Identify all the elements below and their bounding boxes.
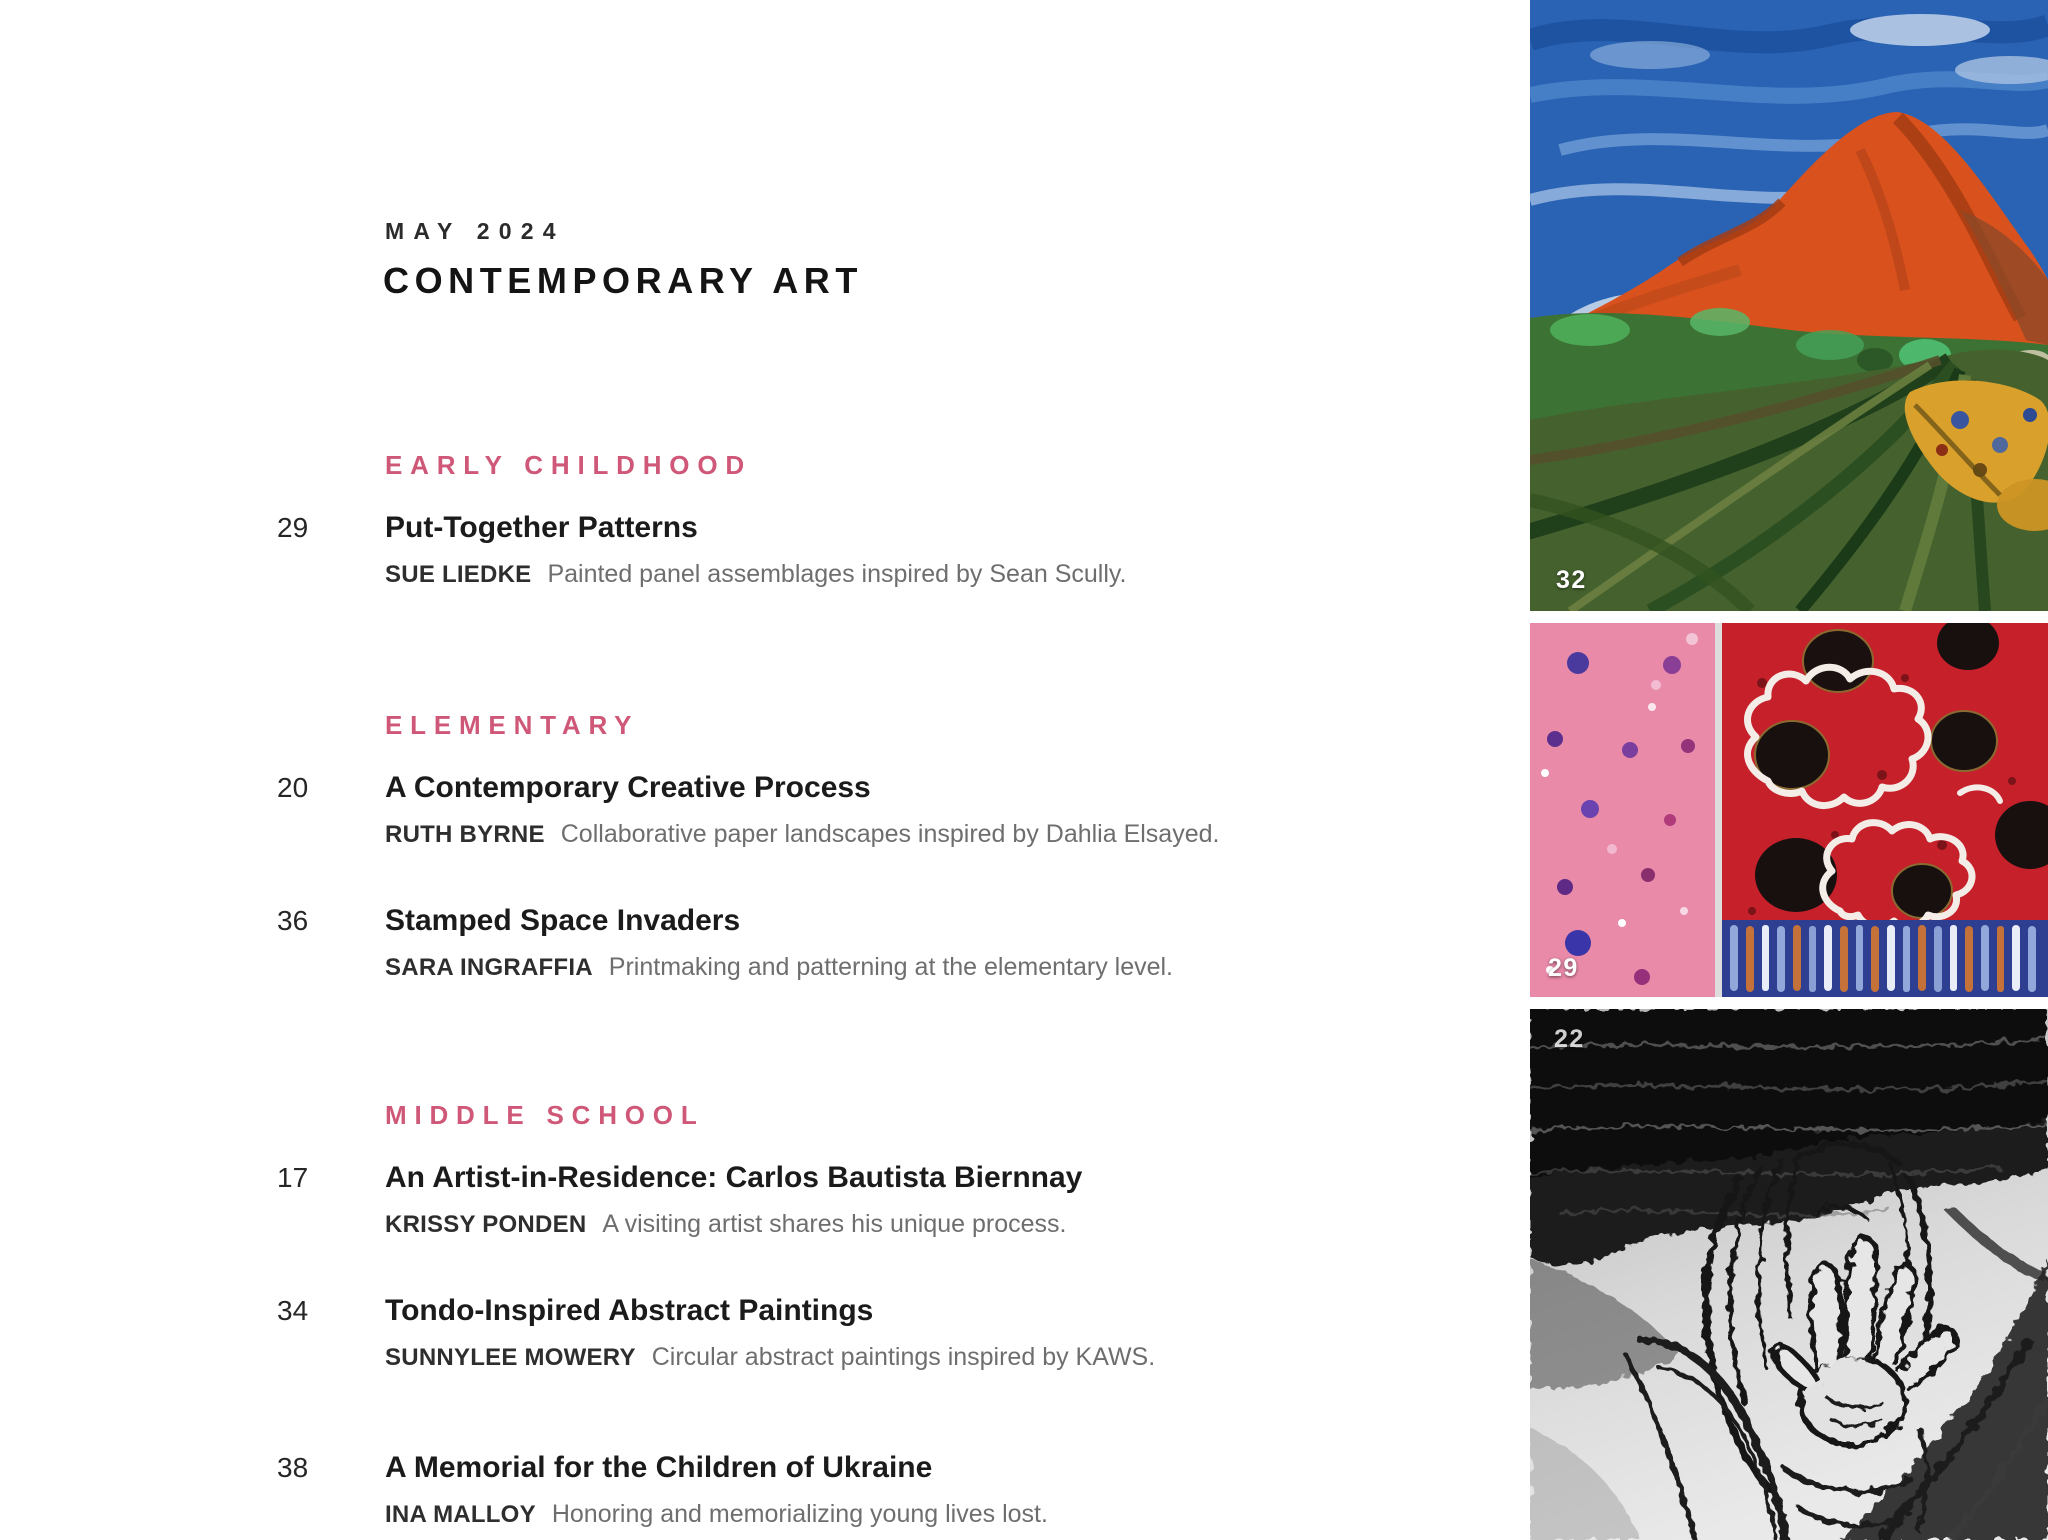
article-byline xyxy=(385,1209,1527,1240)
article-page-number: 34 xyxy=(277,1295,309,1326)
artwork-thumbnail-landscape-painting[interactable] xyxy=(1530,0,2048,611)
article-entry[interactable] xyxy=(277,510,1527,590)
issue-date: MAY 2024 xyxy=(385,218,565,244)
thumbnail-page-number: 22 xyxy=(1554,1025,1585,1053)
article-author: INA MALLOY xyxy=(385,1501,536,1528)
article-entry[interactable] xyxy=(277,903,1527,983)
article-title: Stamped Space Invaders xyxy=(385,904,741,937)
article-description: Painted panel assemblages inspired by Sean Scully. xyxy=(547,560,1127,588)
article-author: SUNNYLEE MOWERY xyxy=(385,1344,636,1371)
landscape-painting-image xyxy=(1530,0,2048,611)
thumbnail-page-number: 32 xyxy=(1556,566,1587,594)
article-description: Printmaking and patterning at the elementary level. xyxy=(608,953,1174,981)
article-byline xyxy=(385,1499,1527,1530)
section-heading-elementary: ELEMENTARY xyxy=(385,710,640,740)
charcoal-drawing-image xyxy=(1530,1009,2048,1540)
article-byline xyxy=(385,819,1527,850)
article-description: Collaborative paper landscapes inspired by Dahlia Elsayed. xyxy=(560,820,1220,848)
article-author: SARA INGRAFFIA xyxy=(385,954,593,981)
abstract-collage-image xyxy=(1530,623,2048,997)
article-page-number: 29 xyxy=(277,512,309,543)
article-description: A visiting artist shares his unique process. xyxy=(602,1210,1067,1238)
article-title: An Artist-in-Residence: Carlos Bautista Biernnay xyxy=(385,1161,1083,1194)
article-byline xyxy=(385,1342,1527,1373)
article-byline xyxy=(385,952,1527,983)
article-description: Honoring and memorializing young lives lost. xyxy=(551,1500,1048,1528)
article-entry[interactable] xyxy=(277,1160,1527,1240)
article-title: Put-Together Patterns xyxy=(385,511,698,544)
article-page-number: 38 xyxy=(277,1452,309,1483)
article-description: Circular abstract paintings inspired by KAWS. xyxy=(651,1343,1156,1371)
artwork-thumbnail-charcoal-drawing[interactable] xyxy=(1530,1009,2048,1540)
section-heading-middle-school: MIDDLE SCHOOL xyxy=(385,1100,705,1130)
article-byline xyxy=(385,559,1527,590)
article-page-number: 20 xyxy=(277,772,309,803)
article-title: A Memorial for the Children of Ukraine xyxy=(385,1451,933,1484)
article-author: KRISSY PONDEN xyxy=(385,1211,587,1238)
article-page-number: 36 xyxy=(277,905,309,936)
section-heading-early-childhood: EARLY CHILDHOOD xyxy=(385,450,752,480)
artwork-thumbnail-abstract-collage[interactable] xyxy=(1530,623,2048,997)
article-page-number: 17 xyxy=(277,1162,309,1193)
magazine-title: CONTEMPORARY ART xyxy=(383,260,863,301)
article-entry[interactable] xyxy=(277,770,1527,850)
article-title: Tondo-Inspired Abstract Paintings xyxy=(385,1294,874,1327)
article-entry[interactable] xyxy=(277,1293,1527,1373)
article-entry[interactable] xyxy=(277,1450,1527,1530)
article-title: A Contemporary Creative Process xyxy=(385,771,871,804)
article-author: SUE LIEDKE xyxy=(385,561,532,588)
thumbnail-page-number: 29 xyxy=(1548,954,1579,982)
article-author: RUTH BYRNE xyxy=(385,821,545,848)
